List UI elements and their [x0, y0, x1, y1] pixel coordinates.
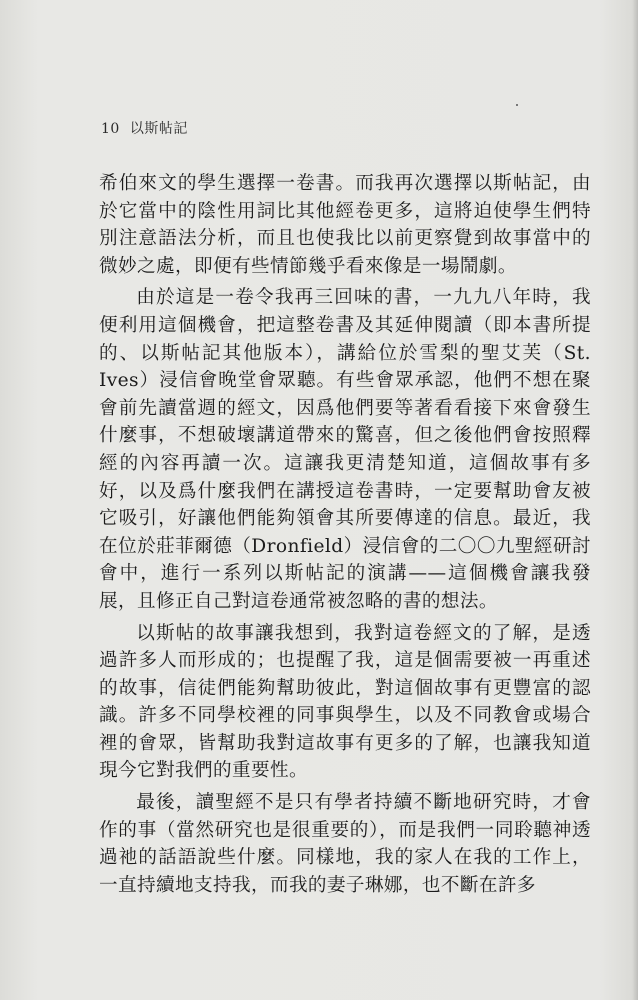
scan-speck: [516, 104, 518, 106]
paragraph-continuation: 希伯來文的學生選擇一卷書。而我再次選擇以斯帖記，由於它當中的陰性用詞比其他經卷更多，這將迫使學生們特別注意語法分析，而且也使我比以前更察覺到故事當中的微妙之處，即便有些情節幾乎看來像是一場鬧劇。: [99, 173, 591, 277]
running-head: [101, 118, 188, 138]
body-text: [99, 170, 591, 903]
page-number: 10: [101, 121, 120, 137]
book-title: 以斯帖記: [129, 121, 188, 137]
paragraph: 最後，讀聖經不是只有學者持續不斷地研究時，才會作的事（當然研究也是很重要的），而是我們一同聆聽神透過祂的話語說些什麼。同樣地，我的家人在我的工作上，一直持續地支持我，而我的妻子琳娜，也不斷在許多: [99, 792, 591, 896]
paragraph: 由於這是一卷令我再三回味的書，一九九八年時，我便利用這個機會，把這整卷書及其延伸閱讀（即本書所提的、以斯帖記其他版本），講給位於雪梨的聖艾芙（St. Ives）浸信會晚堂會眾聽。有些會眾承認，他們不想在聚會前先讀當週的經文，因爲他們要等著看看接下來會發生什麼事，不想破壞講道帶來的驚喜，但之後他們會按照釋經的內容再讀一次。這讓我更清楚知道，這個故事有多好，以及爲什麼我們在講授這卷書時，一定要幫助會友被它吸引，好讓他們能夠領會其所要傳達的信息。最近，我在位於莊菲爾德（Dronfield）浸信會的二〇〇九聖經研討會中，進行一系列以斯帖記的演講——這個機會讓我發展，且修正自己對這卷通常被忽略的書的想法。: [99, 287, 591, 612]
page-edge-shadow: [632, 0, 638, 1000]
paragraph: 以斯帖的故事讓我想到，我對這卷經文的了解，是透過許多人而形成的；也提醒了我，這是個需要被一再重述的故事，信徒們能夠幫助彼此，對這個故事有更豐富的認識。許多不同學校裡的同事與學生，以及不同教會或場合裡的會眾，皆幫助我對這故事有更多的了解，也讓我知道現今它對我們的重要性。: [99, 622, 591, 782]
